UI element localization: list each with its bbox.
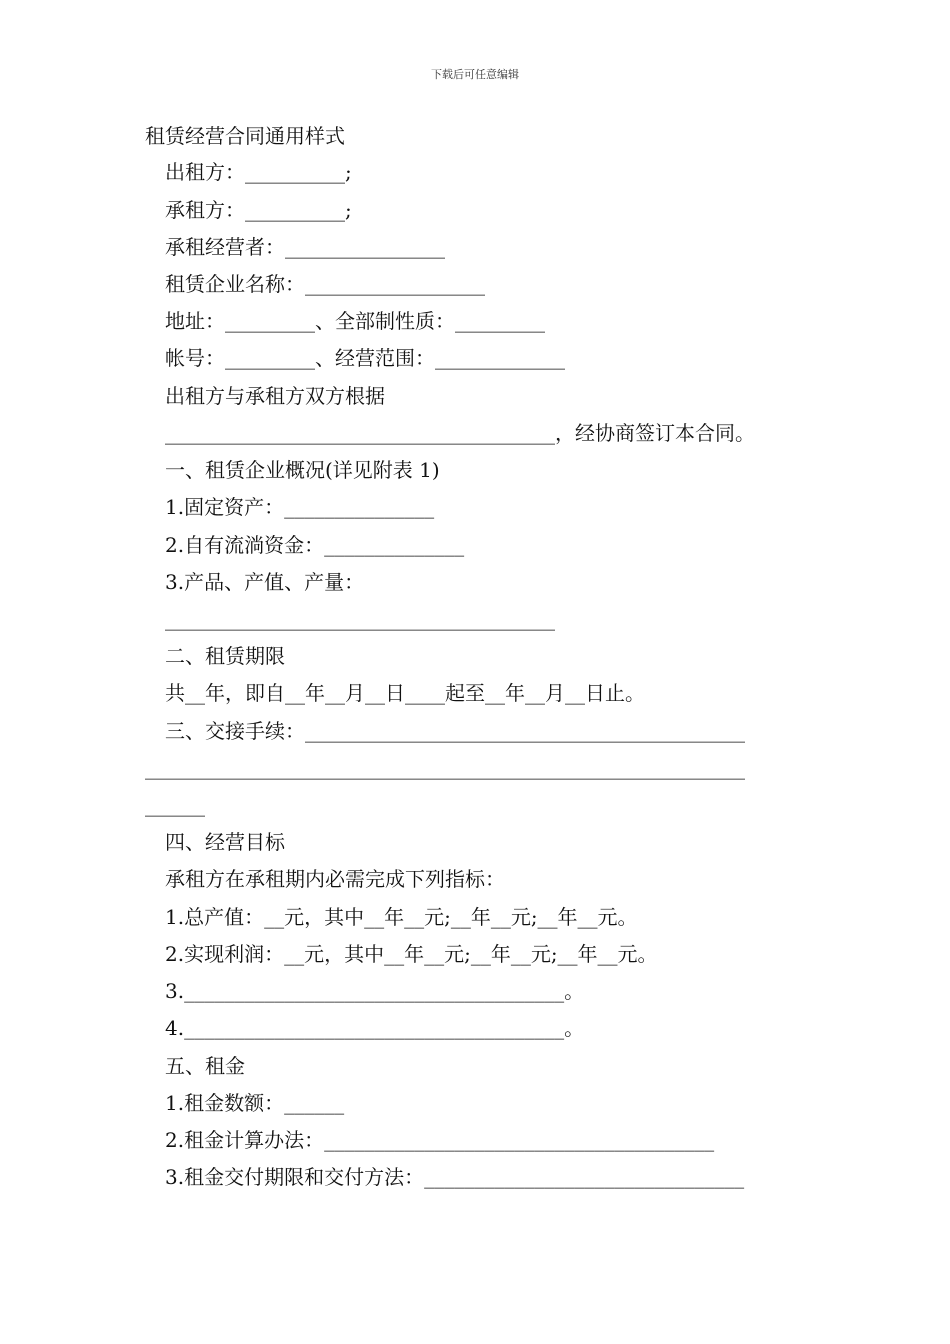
text-line: 3.租金交付期限和交付方法：________________________________ [165,1165,745,1189]
section-heading: 五、租金 [165,1054,245,1078]
text-line: 帐号：_________、经营范围：_____________ [165,346,565,370]
section-heading: 二、租赁期限 [165,644,285,668]
section-heading: 四、经营目标 [165,830,285,854]
text-line: 2.自有流淌资金：______________ [165,533,465,557]
text-line: 3.产品、产值、产量： [165,570,365,594]
text-line: 共__年，即自__年__月__日____起至__年__月__日止。 [165,681,645,705]
text-line: 承租方在承租期内必需完成下列指标： [165,867,505,891]
text-line: ____________________________________________________________ [145,756,745,780]
text-line: 2.实现利润：__元，其中__年__元;__年__元;__年__元。 [165,942,658,966]
text-line: 3.______________________________________。 [165,979,585,1003]
text-line: 出租方与承租方双方根据 [165,384,385,408]
text-line: 承租方：__________; [165,198,352,222]
document-title: 租赁经营合同通用样式 [145,124,345,148]
text-line: 2.租金计算办法：_______________________________________ [165,1128,715,1152]
text-line: _______________________________________ [165,607,555,631]
text-line: 租赁企业名称：__________________ [165,272,485,296]
text-line: 1.总产值：__元，其中__年__元;__年__元;__年__元。 [165,905,638,929]
section-heading: 三、交接手续：____________________________________________ [165,719,745,743]
text-line: 1.固定资产：_______________ [165,495,435,519]
text-line: 出租方：__________; [165,160,352,184]
text-line: _______________________________________，经协商签订本合同。 [165,421,755,445]
section-heading: 一、租赁企业概况(详见附表 1) [165,458,440,482]
text-line: 4.______________________________________。 [165,1016,585,1040]
text-line: 地址：_________、全部制性质：_________ [165,309,545,333]
text-line: ______ [145,793,205,817]
text-line: 1.租金数额：______ [165,1091,345,1115]
text-line: 承租经营者：________________ [165,235,445,259]
header-note: 下载后可任意编辑 [431,68,519,81]
